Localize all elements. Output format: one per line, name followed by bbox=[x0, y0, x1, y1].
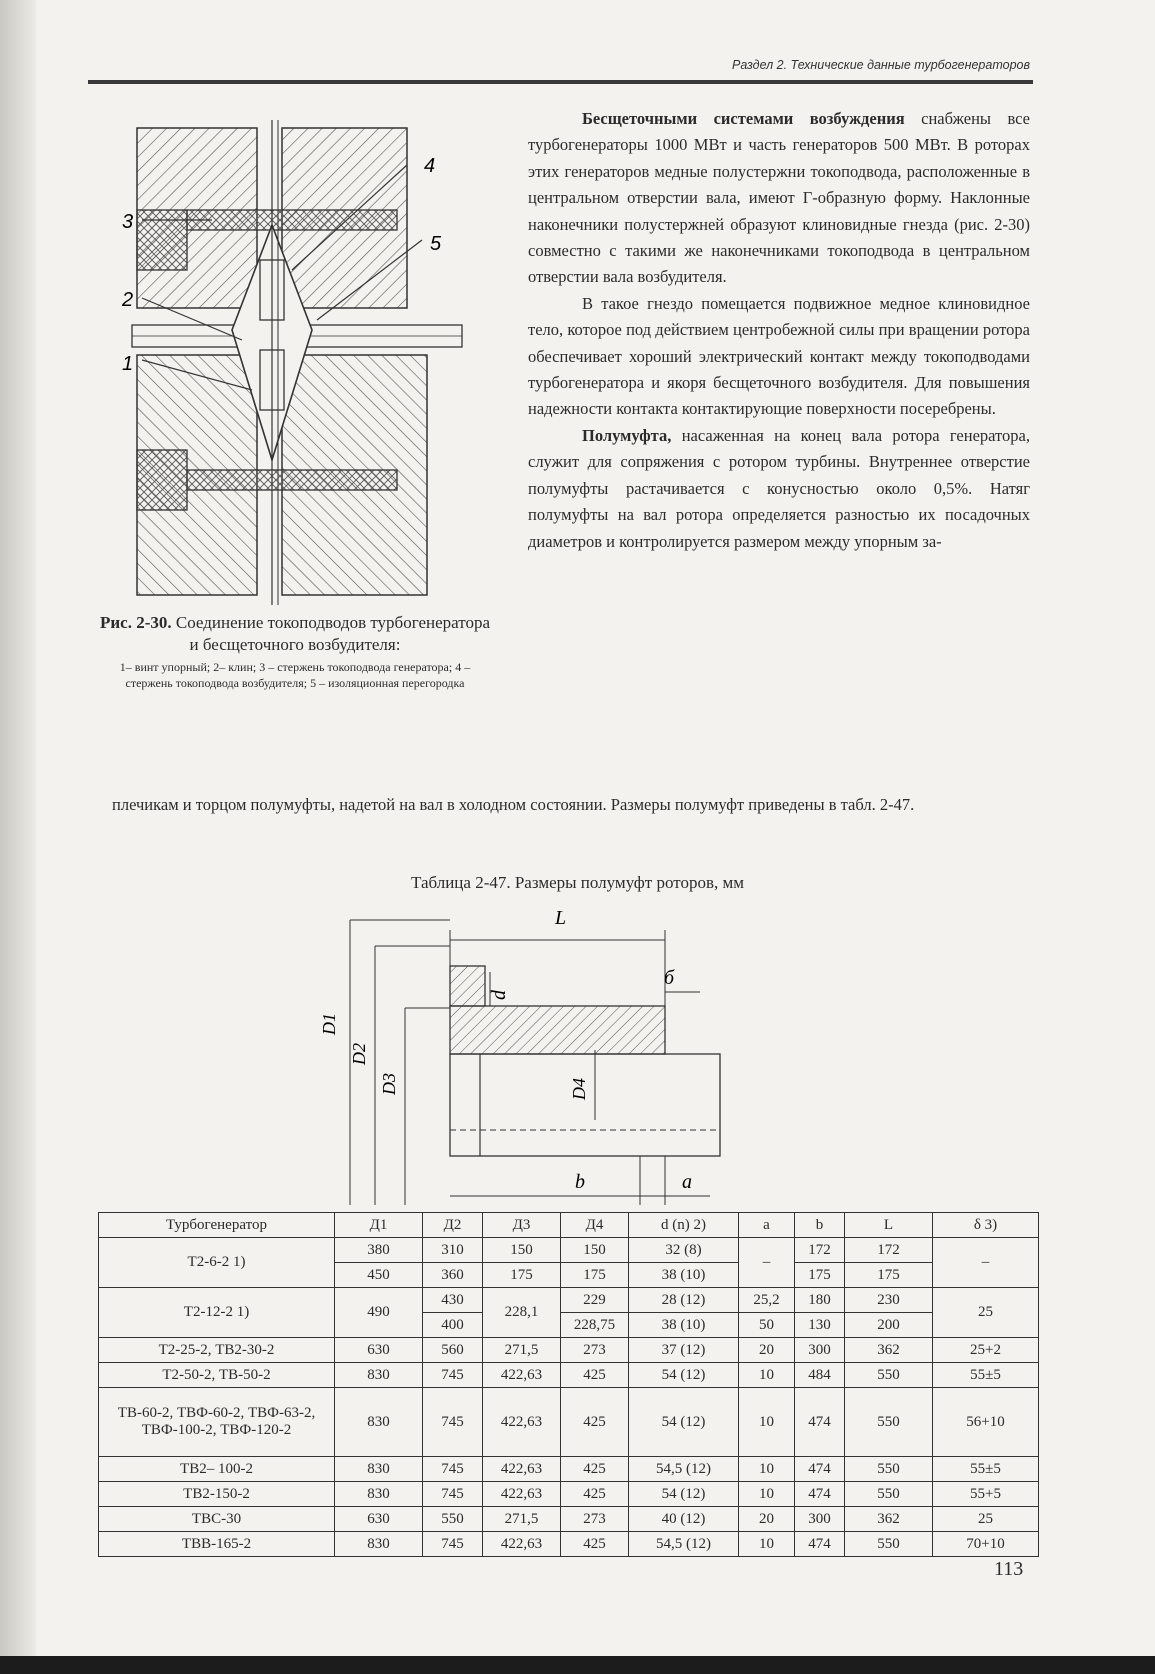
table-cell: 360 bbox=[423, 1263, 483, 1288]
col-header: L bbox=[845, 1213, 933, 1238]
table-cell: 150 bbox=[561, 1238, 629, 1263]
dim-D1-label: D1 bbox=[319, 1013, 339, 1035]
table-cell: 830 bbox=[335, 1388, 423, 1457]
p3-bold: Полумуфта, bbox=[582, 425, 672, 445]
p3-text: насаженная на конец вала ротора генератора, служит для сопряжения с ротором турбины. Внутреннее отверстие полумуфты растачивается с конусностью около 0,5%. Натяг полумуфты на вал ротора определяется разностью их посадочных диаметров и контролируется размером между упорным за- bbox=[528, 425, 1031, 551]
table-cell: 54,5 (12) bbox=[629, 1457, 739, 1482]
table-cell: 130 bbox=[795, 1313, 845, 1338]
continued-text: плечикам и торцом полумуфты, надетой на вал в холодном состоянии. Размеры полумуфт приведены в табл. 2-47. bbox=[112, 795, 915, 814]
scan-bottom-edge bbox=[0, 1656, 1155, 1674]
table-cell: 745 bbox=[423, 1482, 483, 1507]
table-cell: 70+10 bbox=[933, 1532, 1039, 1557]
coupling-body bbox=[450, 1006, 665, 1054]
table-cell: 830 bbox=[335, 1482, 423, 1507]
table-cell: 25+2 bbox=[933, 1338, 1039, 1363]
table-row bbox=[99, 1388, 1039, 1457]
table-cell: 425 bbox=[561, 1388, 629, 1457]
table-cell: 55±5 bbox=[933, 1457, 1039, 1482]
table-cell: 484 bbox=[795, 1363, 845, 1388]
dim-D3-label: D3 bbox=[379, 1073, 399, 1095]
page-binding-shadow bbox=[0, 0, 36, 1674]
table-cell: 550 bbox=[845, 1363, 933, 1388]
table-cell: 175 bbox=[845, 1263, 933, 1288]
table-cell: 10 bbox=[739, 1457, 795, 1482]
stem-bottom-band bbox=[187, 470, 397, 490]
table-cell: 830 bbox=[335, 1363, 423, 1388]
table-cell: 228,1 bbox=[483, 1288, 561, 1338]
table-cell: 180 bbox=[795, 1288, 845, 1313]
table-cell: 425 bbox=[561, 1363, 629, 1388]
table-cell: 550 bbox=[423, 1507, 483, 1532]
table-row bbox=[99, 1288, 1039, 1313]
table-cell: 271,5 bbox=[483, 1338, 561, 1363]
flange bbox=[450, 966, 485, 1006]
table-cell: 10 bbox=[739, 1532, 795, 1557]
table-cell: 425 bbox=[561, 1482, 629, 1507]
table-cell: 422,63 bbox=[483, 1388, 561, 1457]
generator-stem-insulation bbox=[137, 210, 187, 270]
table-cell: 54 (12) bbox=[629, 1363, 739, 1388]
table-cell: 430 bbox=[423, 1288, 483, 1313]
table-cell: 150 bbox=[483, 1238, 561, 1263]
table-cell: 55+5 bbox=[933, 1482, 1039, 1507]
table-cell: – bbox=[933, 1238, 1039, 1288]
table-cell: 550 bbox=[845, 1482, 933, 1507]
table-cell: 230 bbox=[845, 1288, 933, 1313]
caption-legend: 1– винт упорный; 2– клин; 3 – стержень токоподвода генератора; 4 – стержень токоподвода возбудителя; 5 – изоляционная перегородка bbox=[119, 659, 471, 691]
connection-figure bbox=[122, 120, 462, 605]
table-cell: 50 bbox=[739, 1313, 795, 1338]
table-row bbox=[99, 1457, 1039, 1482]
table-row bbox=[99, 1507, 1039, 1532]
label-5: 5 bbox=[430, 233, 442, 255]
table-cell: 425 bbox=[561, 1532, 629, 1557]
table-cell: 10 bbox=[739, 1388, 795, 1457]
table-cell: 422,63 bbox=[483, 1482, 561, 1507]
table-cell: 55±5 bbox=[933, 1363, 1039, 1388]
table-cell: 830 bbox=[335, 1532, 423, 1557]
table-cell: 450 bbox=[335, 1263, 423, 1288]
table-cell: 175 bbox=[561, 1263, 629, 1288]
table-cell: 271,5 bbox=[483, 1507, 561, 1532]
table-cell: Т2-25-2, ТВ2-30-2 bbox=[99, 1338, 335, 1363]
col-header: Д3 bbox=[483, 1213, 561, 1238]
table-cell: 550 bbox=[845, 1457, 933, 1482]
table-cell: 300 bbox=[795, 1338, 845, 1363]
table-cell: 172 bbox=[845, 1238, 933, 1263]
col-header: a bbox=[739, 1213, 795, 1238]
dim-b-label: b bbox=[575, 1171, 585, 1193]
dim-delta-label: б bbox=[664, 967, 675, 989]
table-cell: 273 bbox=[561, 1338, 629, 1363]
p1-text: снабжены все турбогенераторы 1000 МВт и часть генераторов 500 МВт. В роторах этих генераторов медные полустержни токоподвода, расположенные в центральном отверстии вала, имеют Г-образную форму. Наклонные наконечники полустержней образуют клиновидные гнезда (рис. 2-30) совместно с такими же наконечниками токоподвода в центральном отверстии вала возбудителя. bbox=[528, 109, 1030, 287]
table-cell: 630 bbox=[335, 1507, 423, 1532]
col-header: b bbox=[795, 1213, 845, 1238]
table-cell: 25 bbox=[933, 1288, 1039, 1338]
table-cell: 425 bbox=[561, 1457, 629, 1482]
col-header: d (n) 2) bbox=[629, 1213, 739, 1238]
page-number: 113 bbox=[994, 1558, 1024, 1580]
running-header: Раздел 2. Технические данные турбогенераторов bbox=[732, 58, 1030, 72]
dim-L-label: L bbox=[555, 907, 567, 929]
table-cell: 630 bbox=[335, 1338, 423, 1363]
table-cell: 300 bbox=[795, 1507, 845, 1532]
dim-D4-label: D4 bbox=[569, 1078, 589, 1100]
table-cell: 474 bbox=[795, 1532, 845, 1557]
table-cell: 56+10 bbox=[933, 1388, 1039, 1457]
header-rule bbox=[88, 80, 1033, 84]
table-cell: 38 (10) bbox=[629, 1263, 739, 1288]
table-cell: – bbox=[739, 1238, 795, 1288]
text-column bbox=[528, 106, 1030, 555]
col-header: Д2 bbox=[423, 1213, 483, 1238]
table-cell: 745 bbox=[423, 1363, 483, 1388]
table-cell: 362 bbox=[845, 1338, 933, 1363]
table-cell: 38 (10) bbox=[629, 1313, 739, 1338]
table-cell: 20 bbox=[739, 1507, 795, 1532]
label-3: 3 bbox=[122, 211, 134, 233]
dim-d-label: d bbox=[488, 990, 510, 1000]
caption-number: Рис. 2-30. bbox=[100, 613, 172, 632]
table-row bbox=[99, 1338, 1039, 1363]
table-cell: 490 bbox=[335, 1288, 423, 1338]
table-cell: 25 bbox=[933, 1507, 1039, 1532]
coupling-dimensions-table bbox=[98, 1212, 1039, 1557]
table-cell: Т2-50-2, ТВ-50-2 bbox=[99, 1363, 335, 1388]
table-cell: Т2-12-2 1) bbox=[99, 1288, 335, 1338]
table-cell: 273 bbox=[561, 1507, 629, 1532]
table-cell: 229 bbox=[561, 1288, 629, 1313]
table-cell: 550 bbox=[845, 1388, 933, 1457]
table-cell: 28 (12) bbox=[629, 1288, 739, 1313]
caption-title: Соединение токоподводов турбогенератора и бесщеточного возбудителя: bbox=[175, 613, 490, 655]
table-cell: 54 (12) bbox=[629, 1482, 739, 1507]
table-cell: 474 bbox=[795, 1482, 845, 1507]
table-title: Таблица 2-47. Размеры полумуфт роторов, мм bbox=[410, 873, 744, 892]
table-cell: 40 (12) bbox=[629, 1507, 739, 1532]
table-cell: ТВ-60-2, ТВФ-60-2, ТВФ-63-2, ТВФ-100-2, ТВФ-120-2 bbox=[99, 1388, 335, 1457]
table-header-row bbox=[99, 1213, 1039, 1238]
table-cell: 310 bbox=[423, 1238, 483, 1263]
table-cell: 745 bbox=[423, 1532, 483, 1557]
table-cell: 175 bbox=[483, 1263, 561, 1288]
table-cell: 830 bbox=[335, 1457, 423, 1482]
table-cell: 20 bbox=[739, 1338, 795, 1363]
p2-text: В такое гнездо помещается подвижное медное клиновидное тело, которое под действием центробежной силы при вращении ротора обеспечивает хороший электрический контакт между токоподводами турбогенератора и якоря бесщеточного возбудителя. Для повышения надежности контакта контактирующие поверхности посеребрены. bbox=[528, 293, 1030, 419]
table-cell: ТВ2– 100-2 bbox=[99, 1457, 335, 1482]
table-cell: 37 (12) bbox=[629, 1338, 739, 1363]
label-2: 2 bbox=[122, 289, 134, 311]
table-cell: 200 bbox=[845, 1313, 933, 1338]
table-row bbox=[99, 1482, 1039, 1507]
table-cell: 380 bbox=[335, 1238, 423, 1263]
table-cell: 228,75 bbox=[561, 1313, 629, 1338]
table-cell: 474 bbox=[795, 1457, 845, 1482]
coupling-diagram bbox=[319, 900, 800, 1212]
col-header: δ 3) bbox=[933, 1213, 1039, 1238]
label-4: 4 bbox=[424, 155, 436, 177]
table-cell: 25,2 bbox=[739, 1288, 795, 1313]
table-cell: 422,63 bbox=[483, 1532, 561, 1557]
col-header: Д1 bbox=[335, 1213, 423, 1238]
table-cell: 10 bbox=[739, 1482, 795, 1507]
table-cell: 745 bbox=[423, 1457, 483, 1482]
table-cell: 474 bbox=[795, 1388, 845, 1457]
col-header: Д4 bbox=[561, 1213, 629, 1238]
table-cell: 32 (8) bbox=[629, 1238, 739, 1263]
table-cell: ТВС-30 bbox=[99, 1507, 335, 1532]
table-cell: 400 bbox=[423, 1313, 483, 1338]
table-cell: 54 (12) bbox=[629, 1388, 739, 1457]
table-row bbox=[99, 1238, 1039, 1263]
table-cell: 172 bbox=[795, 1238, 845, 1263]
table-cell: 54,5 (12) bbox=[629, 1532, 739, 1557]
lower-stem-insulation bbox=[137, 450, 187, 510]
table-cell: 422,63 bbox=[483, 1363, 561, 1388]
table-cell: 422,63 bbox=[483, 1457, 561, 1482]
table-cell: 745 bbox=[423, 1388, 483, 1457]
col-header: Турбогенератор bbox=[99, 1213, 335, 1238]
table-row bbox=[99, 1363, 1039, 1388]
dim-D2-label: D2 bbox=[349, 1043, 369, 1065]
table-cell: 362 bbox=[845, 1507, 933, 1532]
table-cell: 175 bbox=[795, 1263, 845, 1288]
table-row bbox=[99, 1532, 1039, 1557]
stem-top-band bbox=[187, 210, 397, 230]
table-cell: Т2-6-2 1) bbox=[99, 1238, 335, 1288]
table-cell: ТВВ-165-2 bbox=[99, 1532, 335, 1557]
table-cell: ТВ2-150-2 bbox=[99, 1482, 335, 1507]
figure-caption bbox=[100, 612, 490, 691]
label-1: 1 bbox=[122, 353, 134, 375]
table-cell: 560 bbox=[423, 1338, 483, 1363]
table-cell: 550 bbox=[845, 1532, 933, 1557]
shaft bbox=[450, 1054, 720, 1156]
p1-bold: Бесщеточными системами возбуждения bbox=[582, 109, 905, 128]
dim-a-label: a bbox=[682, 1171, 692, 1193]
table-cell: 10 bbox=[739, 1363, 795, 1388]
